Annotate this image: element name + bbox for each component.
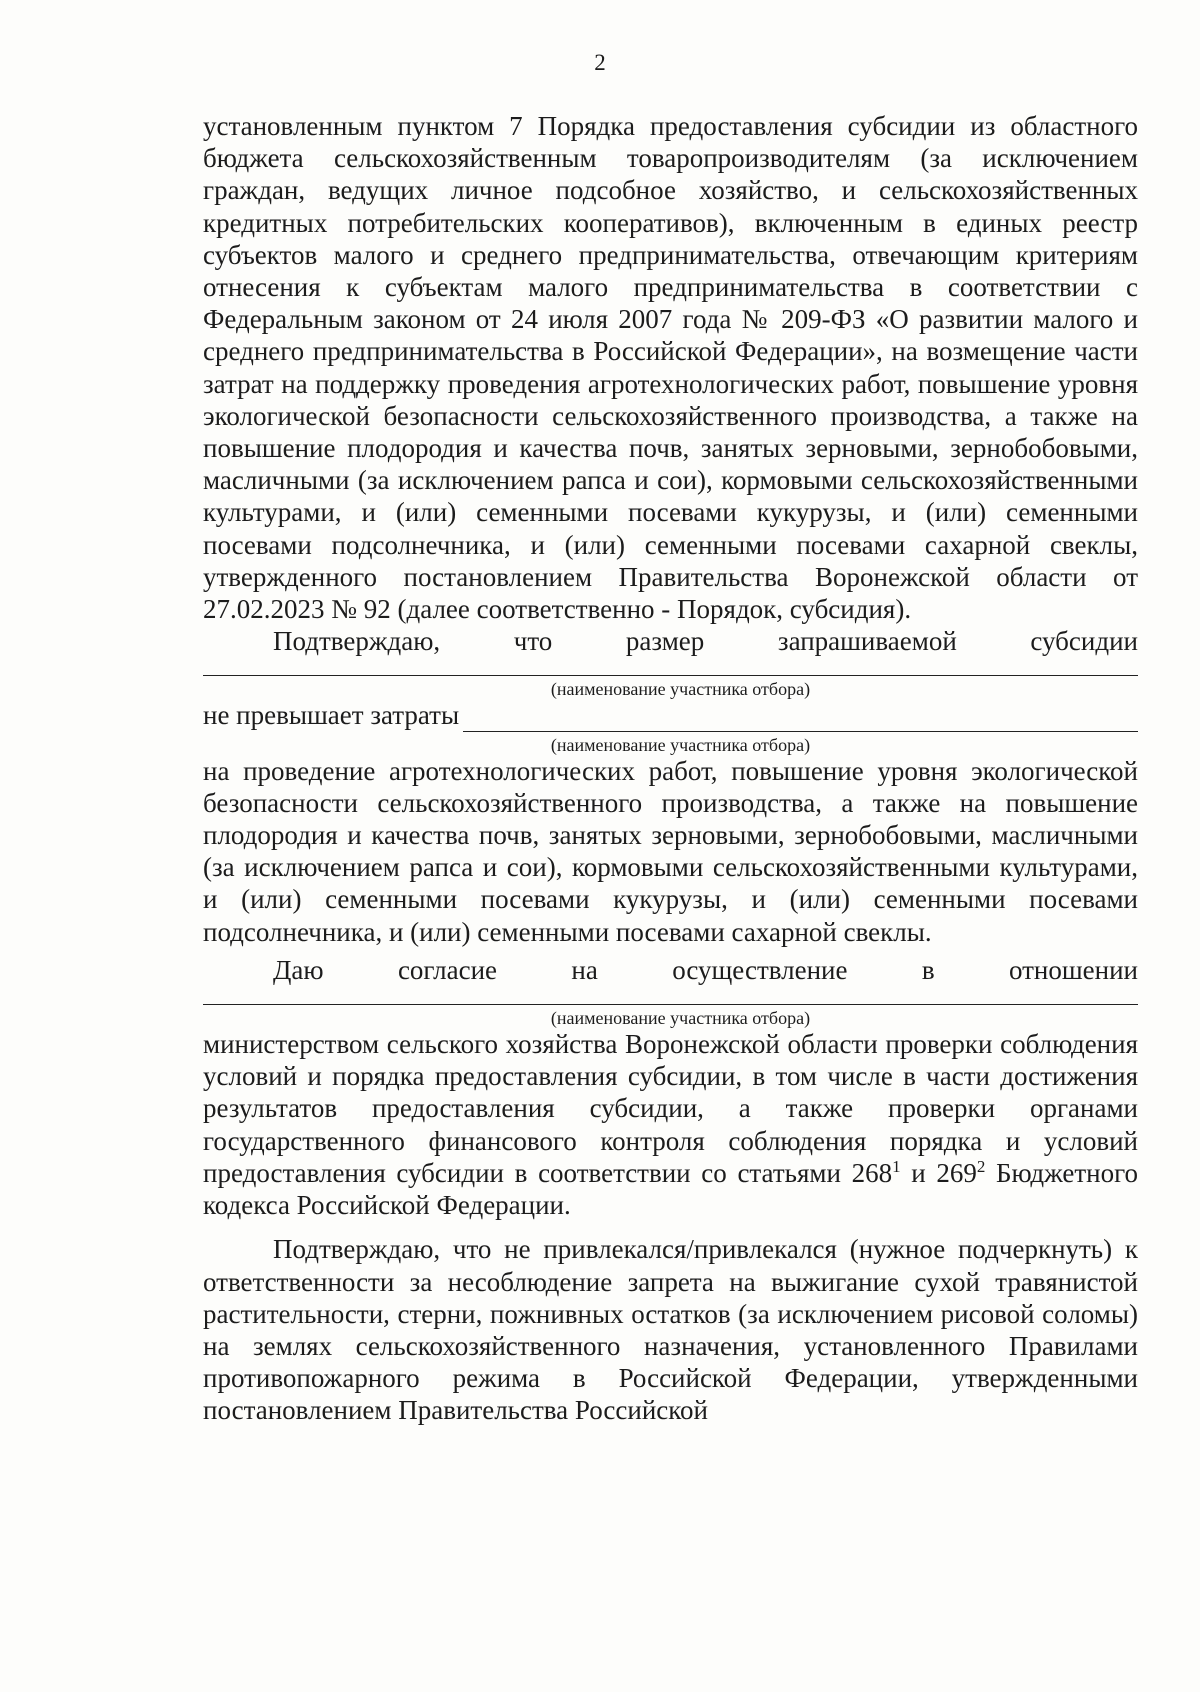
paragraph-fire-regime: Подтверждаю, что не привлекался/привлекался (нужное подчеркнуть) к ответственности за несоблюдение запрета на выжигание сухой травянистой растительности, стерни, пожнивных остатков (за исключением рисовой соломы) на землях сельскохозяйственного назначения, установленного Правилами противопожарного режима в Российской Федерации, утвержденными постановлением Правительства Российской [203, 1234, 1138, 1426]
page-number: 2 [594, 50, 606, 75]
inspection-text-mid: и 269 [900, 1157, 977, 1188]
document-body [203, 110, 1138, 1427]
participant-name-caption-2: (наименование участника отбора) [550, 734, 811, 755]
participant-name-caption-1: (наименование участника отбора) [550, 679, 811, 700]
inspection-text: министерством сельского хозяйства Воронежской области проверки соблюдения условий и порядка предоставления субсидии, в том числе в части достижения результатов предоставления субсидии, а также проверки органами государственного финансового контроля соблюдения порядка и условий предоставления субсидии в соответствии со статьями 268 [203, 1029, 1138, 1188]
participant-name-line-1 [203, 659, 1138, 676]
participant-name-caption-3: (наименование участника отбора) [550, 1008, 811, 1029]
superscript-1: 1 [892, 1156, 901, 1176]
participant-name-line-3 [203, 988, 1138, 1005]
paragraph-confirm-subsidy: Подтверждаю, что размер запрашиваемой субсидии [273, 626, 1138, 657]
paragraph-order-reference: установленным пунктом 7 Порядка предоставления субсидии из областного бюджета сельскохозяйственным товаропроизводителям (за исключением граждан, ведущих личное подсобное хозяйство, и сельскохозяйственных кредитных потребительских кооперативов), включенным в единых реестр субъектов малого и среднего предпринимательства, отвечающим критериям отнесения к субъектам малого предпринимательства в соответствии с Федеральным законом от 24 июля 2007 года № 209-ФЗ «О развитии малого и среднего предпринимательства в Российской Федерации», на возмещение части затрат на поддержку проведения агротехнологических работ, повышение уровня экологической безопасности сельскохозяйственного производства, а также на повышение плодородия и качества почв, занятых зерновыми, зернобобовыми, масличными (за исключением рапса и сои), кормовыми сельскохозяйственными культурами, и (или) семенными посевами кукурузы, и (или) семенными посевами подсолнечника, и (или) семенными посевами сахарной свеклы, утвержденного постановлением Правительства Воронежской области от 27.02.2023 № 92 (далее соответственно - Порядок, субсидия). [203, 111, 1138, 625]
superscript-2: 2 [976, 1156, 986, 1176]
inspection-text-tail: Бюджетного кодекса Российской Федерации. [203, 1157, 1138, 1221]
paragraph-consent: Даю согласие на осуществление в отношении [273, 954, 1138, 985]
paragraph-costs: на проведение агротехнологических работ, повышение уровня экологической безопасности сельскохозяйственного производства, а также на повышение плодородия и качества почв, занятых зерновыми, зернобобовыми, масличными (за исключением рапса и сои), кормовыми сельскохозяйственными культурами, и (или) семенными посевами кукурузы, и (или) семенными посевами подсолнечника, и (или) семенными посевами сахарной свеклы. [203, 755, 1138, 947]
not-exceed-label: не превышает затраты [203, 700, 460, 731]
participant-name-line-2 [463, 705, 1138, 732]
not-exceed-row [203, 699, 1138, 731]
paragraph-inspection [203, 1028, 1138, 1221]
